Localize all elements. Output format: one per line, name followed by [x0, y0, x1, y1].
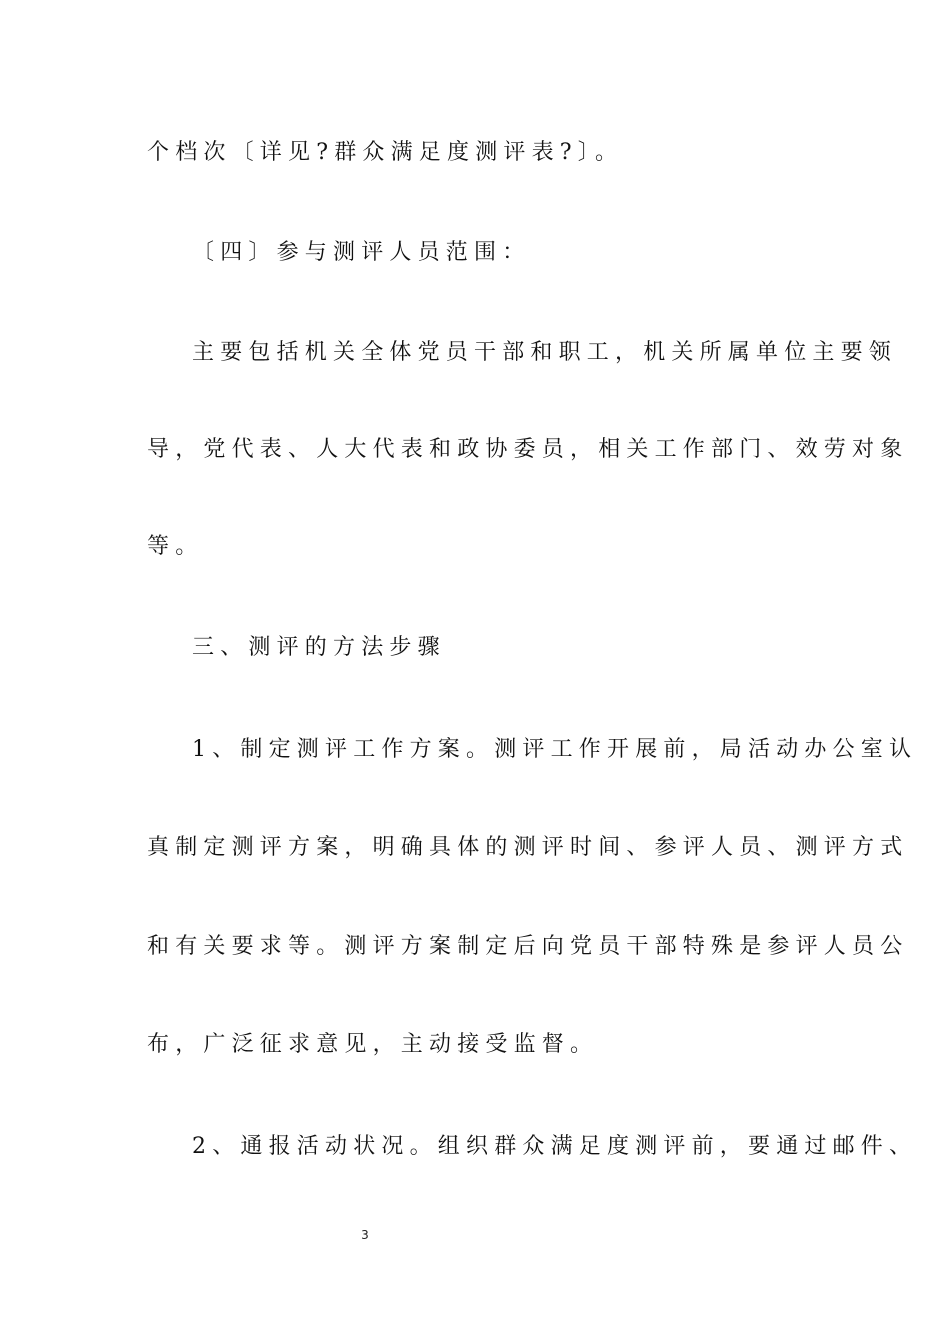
text-line-10: 布，广泛征求意见，主动接受监督。 [147, 1032, 599, 1057]
page-number: 3 [361, 1228, 369, 1242]
section-heading-methods: 三、测评的方法步骤 [192, 635, 446, 660]
text-line-3: 主要包括机关全体党员干部和职工，机关所属单位主要领 [192, 340, 898, 365]
text-line-1: 个档次〔详见?群众满足度测评表?〕。 [147, 140, 624, 165]
section-heading-participants: 〔四〕参与测评人员范围： [192, 240, 531, 265]
text-line-9: 和有关要求等。测评方案制定后向党员干部特殊是参评人员公 [147, 934, 909, 959]
text-line-8: 真制定测评方案，明确具体的测评时间、参评人员、测评方式 [147, 835, 909, 860]
text-line-5: 等。 [147, 534, 204, 559]
text-line-11: 2、通报活动状况。组织群众满足度测评前，要通过邮件、 [192, 1134, 918, 1159]
text-line-4: 导，党代表、人大代表和政协委员，相关工作部门、效劳对象 [147, 437, 909, 462]
text-line-7: 1、制定测评工作方案。测评工作开展前，局活动办公室认 [192, 737, 918, 762]
